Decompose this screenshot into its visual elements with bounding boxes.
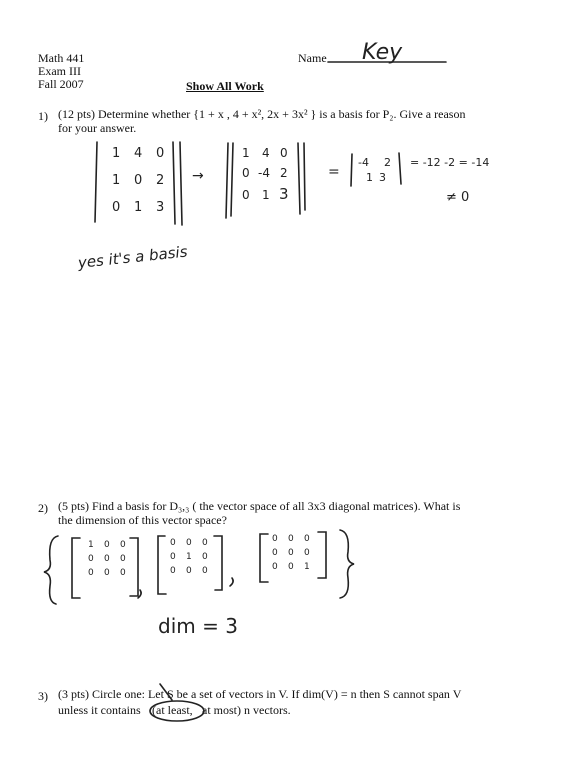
q2-matrix1-entry: 0: [88, 568, 94, 578]
name-label: Name: [298, 51, 327, 65]
q1-arrow: →: [192, 168, 204, 184]
q2-matrix3-entry: 0: [272, 534, 278, 544]
q1-m3-r1c2: 2: [384, 156, 391, 169]
q2-text-line2: the dimension of this vector space?: [58, 513, 227, 527]
q1-m1-r1c1: 1: [112, 146, 121, 161]
q1-m1-r3c2: 1: [134, 200, 143, 215]
q1-m2-r1c1: 1: [242, 146, 250, 160]
q1-m1-r3c1: 0: [112, 200, 121, 215]
q2-matrix1-entry: 0: [120, 554, 126, 564]
instruction-heading: Show All Work: [186, 79, 264, 93]
q2-number: 2): [38, 501, 48, 515]
q2-matrix3-entry: 0: [288, 562, 294, 572]
q3-text-line2a: unless it contains: [58, 703, 141, 717]
q2-matrix2-entry: 0: [202, 538, 208, 548]
q2-matrix3-entry: 0: [272, 548, 278, 558]
name-value: Key: [362, 40, 403, 65]
q2-matrix1-entry: 0: [120, 568, 126, 578]
q2-matrix3-entry: 0: [288, 548, 294, 558]
q3-option-at-least: (at least,: [152, 703, 193, 717]
q2-matrix3-entry: 0: [304, 534, 310, 544]
q1-m1-r2c1: 1: [112, 173, 121, 188]
q2-dimension: dim = 3: [158, 614, 238, 638]
q1-m3-r1c1: -4: [358, 156, 369, 169]
q1-m3-r2c1: 1: [366, 171, 373, 184]
q2-matrix2-entry: 0: [202, 566, 208, 576]
q2-matrix1-entry: 0: [120, 540, 126, 550]
q1-m2-r3c3: 3: [279, 185, 289, 203]
q2-matrix3-entry: 0: [288, 534, 294, 544]
q2-matrix3-entry: 0: [272, 562, 278, 572]
q1-m1-r2c3: 2: [156, 173, 165, 188]
q1-conclusion: yes it's a basis: [77, 242, 189, 272]
q1-nonzero: ≠ 0: [446, 190, 470, 205]
q1-result: = -12 -2 = -14: [410, 156, 490, 169]
q1-m2-r3c2: 1: [262, 188, 270, 202]
q1-m3-r2c2: 3: [379, 171, 386, 184]
q1-m2-r2c3: 2: [280, 166, 288, 180]
q2-matrix2-entry: 0: [186, 566, 192, 576]
q1-m2-r2c1: 0: [242, 166, 250, 180]
exam-label: Exam III: [38, 64, 81, 78]
q2-matrix2-entry: 0: [170, 552, 176, 562]
q2-matrix1-entry: 0: [104, 540, 110, 550]
q1-m2-r1c2: 4: [262, 146, 270, 160]
q2-matrix1-entry: 0: [104, 554, 110, 564]
q2-matrix2-entry: 0: [186, 538, 192, 548]
q2-matrix3-entry: 1: [304, 562, 310, 572]
q1-m2-r3c1: 0: [242, 188, 250, 202]
q1-text-line2: for your answer.: [58, 121, 137, 135]
q1-m2-r2c2: -4: [258, 166, 270, 180]
q1-m1-r3c3: 3: [156, 200, 165, 215]
q2-matrix1-entry: 0: [88, 554, 94, 564]
q2-matrix3-entry: 0: [304, 548, 310, 558]
q1-equals: =: [328, 164, 340, 180]
q2-matrix2-entry: 0: [170, 566, 176, 576]
q3-number: 3): [38, 689, 48, 703]
q1-text-line1: (12 pts) Determine whether {1 + x , 4 + x², 2x + 3x² } is a basis for P₂. Give a reason: [58, 107, 466, 121]
course-label: Math 441: [38, 51, 85, 65]
q2-text-line1: (5 pts) Find a basis for D₃,₃ ( the vector space of all 3x3 diagonal matrices). What is: [58, 499, 461, 513]
q3-text-line2c: at most) n vectors.: [202, 703, 291, 717]
q1-number: 1): [38, 109, 48, 123]
q1-m1-r1c2: 4: [134, 146, 143, 161]
q1-m2-r1c3: 0: [280, 146, 288, 160]
q1-m1-r1c3: 0: [156, 146, 165, 161]
q2-matrix2-entry: 0: [170, 538, 176, 548]
q2-matrix2-entry: 0: [202, 552, 208, 562]
q2-matrix1-entry: 0: [104, 568, 110, 578]
term-label: Fall 2007: [38, 77, 84, 91]
q1-m1-r2c2: 0: [134, 173, 143, 188]
q2-matrix2-entry: 1: [186, 552, 192, 562]
q2-matrix1-entry: 1: [88, 540, 94, 550]
q3-text-line1: (3 pts) Circle one: Let S be a set of vectors in V. If dim(V) = n then S cannot span V: [58, 687, 462, 701]
